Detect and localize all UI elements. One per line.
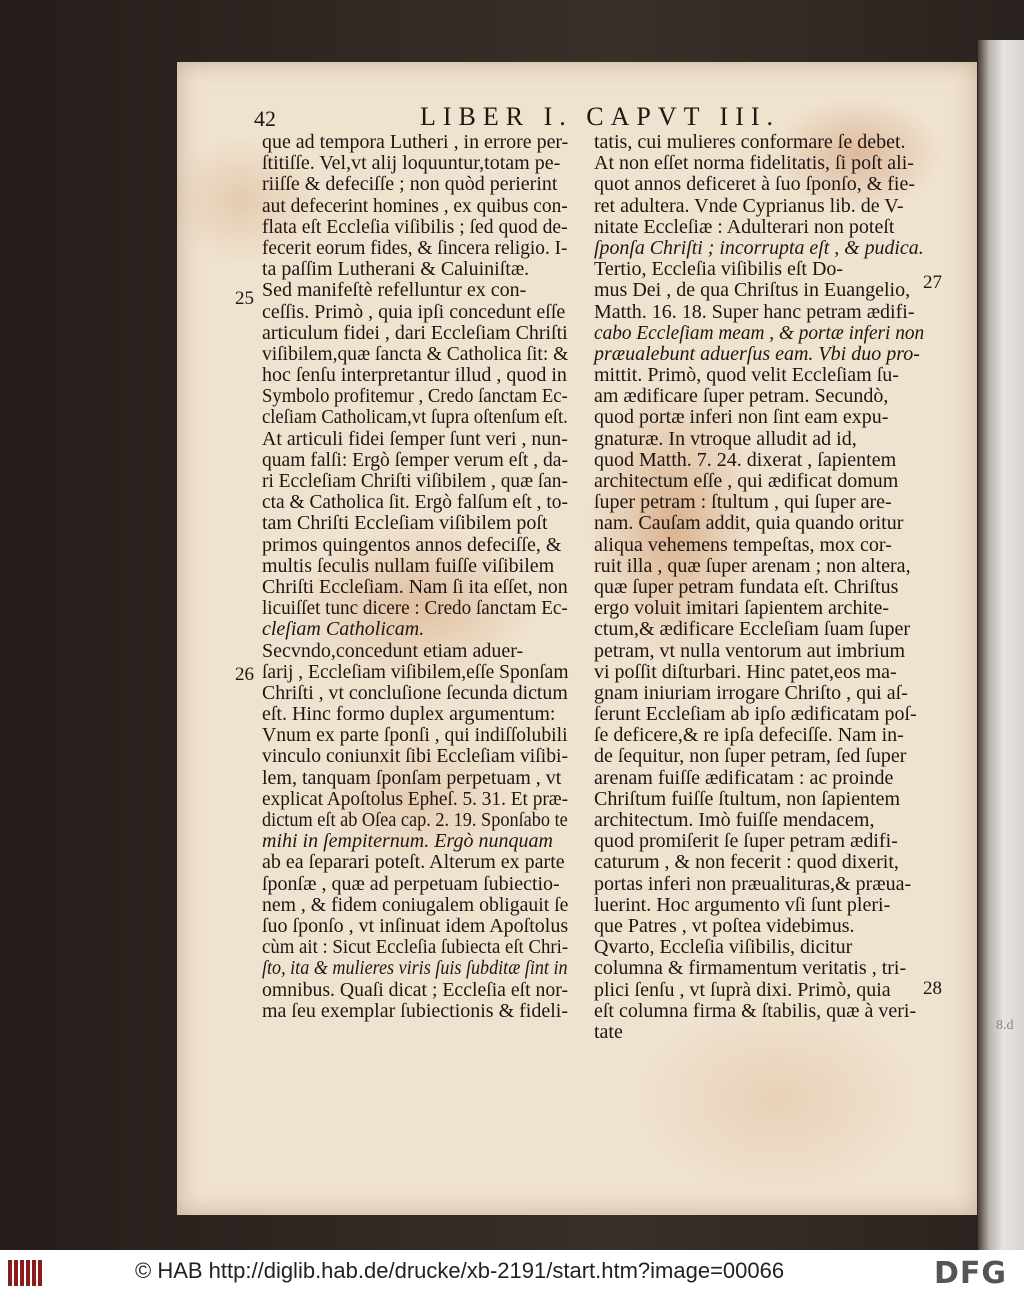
text-line: vinculo coniunxit ſibi Eccleſiam viſibi- xyxy=(262,745,569,768)
text-line: eſt columna firma & ſtabilis, quæ à veri- xyxy=(594,999,917,1022)
text-line: ab ea ſeparari poteſt. Alterum ex parte xyxy=(262,851,565,874)
hab-logo-icon[interactable] xyxy=(8,1260,48,1288)
text-line: Chriſti , vt concluſione ſecunda dictum xyxy=(262,681,568,704)
text-line: Chriſtum fuiſſe ſtultum, non ſapientem xyxy=(594,787,901,810)
text-line: riiſſe & defeciſſe ; non quòd perierint xyxy=(262,173,558,196)
text-line: ſponſæ , quæ ad perpetuam ſubiectio- xyxy=(262,872,560,895)
text-line: ctum,& ædificare Eccleſiam ſuam ſuper xyxy=(594,618,910,641)
text-line: licuiſſet tunc dicere : Credo ſanctam Ec- xyxy=(262,597,568,620)
text-line: At non eſſet norma fidelitatis, ſi poſt ali- xyxy=(594,152,914,175)
dfg-logo[interactable]: DFG xyxy=(934,1256,1008,1291)
text-line: ergo voluit imitari ſapientem archite- xyxy=(594,597,890,620)
left-text-column xyxy=(262,132,568,1022)
text-line: articulum fidei , dari Eccleſiam Chriſti xyxy=(262,321,568,344)
text-line: multis ſeculis nullam fuiſſe viſibilem xyxy=(262,554,555,577)
text-line: Matth. 16. 18. Super hanc petram ædifi- xyxy=(594,300,915,323)
text-line: luerint. Hoc argumento vſi ſunt pleri- xyxy=(594,893,891,916)
text-line: explicat Apoſtolus Epheſ. 5. 31. Et præ- xyxy=(262,787,569,810)
text-line: cleſiam Catholicam. xyxy=(262,618,425,641)
text-line: hoc ſenſu interpretantur illud , quod in xyxy=(262,364,567,387)
text-line: Tertio, Eccleſia viſibilis eſt Do- xyxy=(594,258,844,281)
text-line: que ad tempora Lutheri , in errore per- xyxy=(262,131,569,153)
text-line: ſerunt Eccleſiam ab ipſo ædificatam poſ- xyxy=(594,703,917,726)
text-line: quod Matth. 7. 24. dixerat , ſapientem xyxy=(594,448,897,471)
text-line: Sed manifeſtè refelluntur ex con- xyxy=(262,279,527,302)
text-line: ret adultera. Vnde Cyprianus lib. de V- xyxy=(594,194,904,217)
text-line: columna & firmamentum veritatis , tri- xyxy=(594,957,907,980)
text-line: primos quingentos annos defeciſſe, & xyxy=(262,533,562,556)
text-line: portas inferi non præualituras,& præua- xyxy=(594,872,912,895)
text-line: ſuper petram : ſtultum , qui ſuper are- xyxy=(594,491,892,514)
text-line: ſto, ita & mulieres viris ſuis ſubditæ ſint in xyxy=(262,957,568,980)
source-url[interactable]: © HAB http://diglib.hab.de/drucke/xb-2191/start.htm?image=00066 xyxy=(135,1258,785,1283)
text-line: cleſiam Catholicam,vt ſupra oſtenſum eſt. xyxy=(262,406,568,429)
text-line: cùm ait : Sicut Eccleſia ſubiecta eſt Chri- xyxy=(262,936,569,959)
text-line: tatis, cui mulieres conformare ſe debet. xyxy=(594,131,906,153)
text-line: quod promiſerit ſe ſuper petram ædifi- xyxy=(594,830,898,853)
text-line: cabo Eccleſiam meam , & portæ inferi non xyxy=(594,321,925,344)
text-line: quod portæ inferi non ſint eam expu- xyxy=(594,406,889,429)
margin-number-28: 28 xyxy=(923,978,942,999)
text-line: mihi in ſempiternum. Ergò nunquam xyxy=(262,830,553,853)
text-line: præualebunt aduerſus eam. Vbi duo pro- xyxy=(594,342,920,365)
text-line: petram, vt nulla ventorum aut imbrium xyxy=(594,639,906,662)
text-line: omnibus. Quaſi dicat ; Eccleſia eſt nor- xyxy=(262,978,569,1001)
text-line: Chriſti Eccleſiam. Nam ſi ita eſſet, non xyxy=(262,575,568,598)
text-line: fecerit eorum fides, & ſincera religio. I- xyxy=(262,236,568,259)
text-line: que Patres , vt poſtea videbimus. xyxy=(594,914,855,937)
text-line: quam falſi: Ergò ſemper verum eſt , da- xyxy=(262,448,568,471)
text-line: aut defecerint homines , ex quibus con- xyxy=(262,194,568,217)
text-line: tate xyxy=(594,1020,623,1043)
text-line: cta & Catholica ſit. Ergò falſum eſt , to- xyxy=(262,491,568,514)
text-line: nem , & fidem coniugalem obligauit ſe xyxy=(262,893,569,916)
running-title: LIBER I. CAPVT III. xyxy=(420,102,781,131)
text-line: caturum , & non fecerit : quod dixerit, xyxy=(594,851,899,874)
margin-number-25: 25 xyxy=(235,288,254,309)
text-line: architectum. Imò fuiſſe mendacem, xyxy=(594,809,875,831)
margin-number-27: 27 xyxy=(923,272,942,293)
text-line: tam Chriſti Eccleſiam viſibilem poſt xyxy=(262,512,548,535)
next-page-edge xyxy=(978,40,1024,1250)
text-line: Vnum ex parte ſponſi , qui indiſſolubili xyxy=(262,724,568,747)
text-line: ſponſa Chriſti ; incorrupta eſt , & pudica. xyxy=(594,236,924,259)
text-line: Symbolo profitemur , Credo ſanctam Ec- xyxy=(262,385,568,408)
text-line: ſtitiſſe. Vel,vt alij loquuntur,totam pe- xyxy=(262,152,561,175)
page-number: 42 xyxy=(254,106,276,131)
text-line: ſuo ſponſo , vt inſinuat idem Apoſtolus xyxy=(262,914,569,937)
text-line: aliqua vehemens tempeſtas, mox cor- xyxy=(594,533,892,556)
right-text-column xyxy=(594,132,924,1043)
text-line: de ſequitur, non ſuper petram, ſed ſuper xyxy=(594,745,907,768)
text-line: viſibilem,quæ ſancta & Catholica ſit: & xyxy=(262,342,569,365)
text-line: quot annos deficeret à ſuo ſponſo, & fie- xyxy=(594,173,916,196)
text-line: Qvarto, Eccleſia viſibilis, dicitur xyxy=(594,936,853,959)
text-line: ruit illa , quæ ſuper arenam ; non altera, xyxy=(594,554,911,577)
text-line: am ædificare ſuper petram. Secundò, xyxy=(594,385,889,408)
text-line: quæ ſuper petram fundata eſt. Chriſtus xyxy=(594,575,899,598)
margin-number-26: 26 xyxy=(235,664,254,685)
text-line: nam. Cauſam addit, quia quando oritur xyxy=(594,512,904,535)
text-line: ri Eccleſiam Chriſti viſibilem , quæ ſan- xyxy=(262,470,568,492)
text-line: architectum eſſe , qui ædificat domum xyxy=(594,470,899,492)
viewer-footer xyxy=(0,1250,1024,1295)
text-line: Secvndo,concedunt etiam aduer- xyxy=(262,639,524,662)
text-line: ma ſeu exemplar ſubiectionis & fideli- xyxy=(262,999,569,1022)
text-line: nitate Eccleſiæ : Adulterari non poteſt xyxy=(594,215,895,238)
text-line: ta paſſim Lutherani & Caluiniſtæ. xyxy=(262,258,530,281)
text-line: ſarij , Eccleſiam viſibilem,eſſe Sponſam xyxy=(262,660,569,683)
text-line: gnam iniuriam irrogare Chriſto , qui aſ- xyxy=(594,681,908,704)
text-line: plici ſenſu , vt ſuprà dixi. Primò, quia xyxy=(594,978,891,1001)
text-line: ceſſis. Primò , quia ipſi concedunt eſſe xyxy=(262,300,566,323)
text-line: eſt. Hinc formo duplex argumentum: xyxy=(262,703,556,726)
text-line: gnaturæ. In vtroque alludit ad id, xyxy=(594,427,857,450)
text-line: mus Dei , de qua Chriſtus in Euangelio, xyxy=(594,279,911,302)
bleed-through-text: 8.d xyxy=(996,1018,1014,1033)
text-line: arenam fuiſſe ædificatam : ac proinde xyxy=(594,766,894,789)
text-line: dictum eſt ab Oſea cap. 2. 19. Sponſabo te xyxy=(262,809,568,831)
text-line: mittit. Primò, quod velit Eccleſiam ſu- xyxy=(594,364,899,387)
text-line: lem, tanquam ſponſam perpetuam , vt xyxy=(262,766,562,789)
text-line: vi poſſit diſturbari. Hinc patet,eos ma- xyxy=(594,660,897,683)
text-line: At articuli fidei ſemper ſunt veri , nun- xyxy=(262,427,568,450)
text-line: ſe deficere,& re ipſa defeciſſe. Nam in- xyxy=(594,724,904,747)
text-line: flata eſt Eccleſia viſibilis ; ſed quod de- xyxy=(262,215,568,238)
